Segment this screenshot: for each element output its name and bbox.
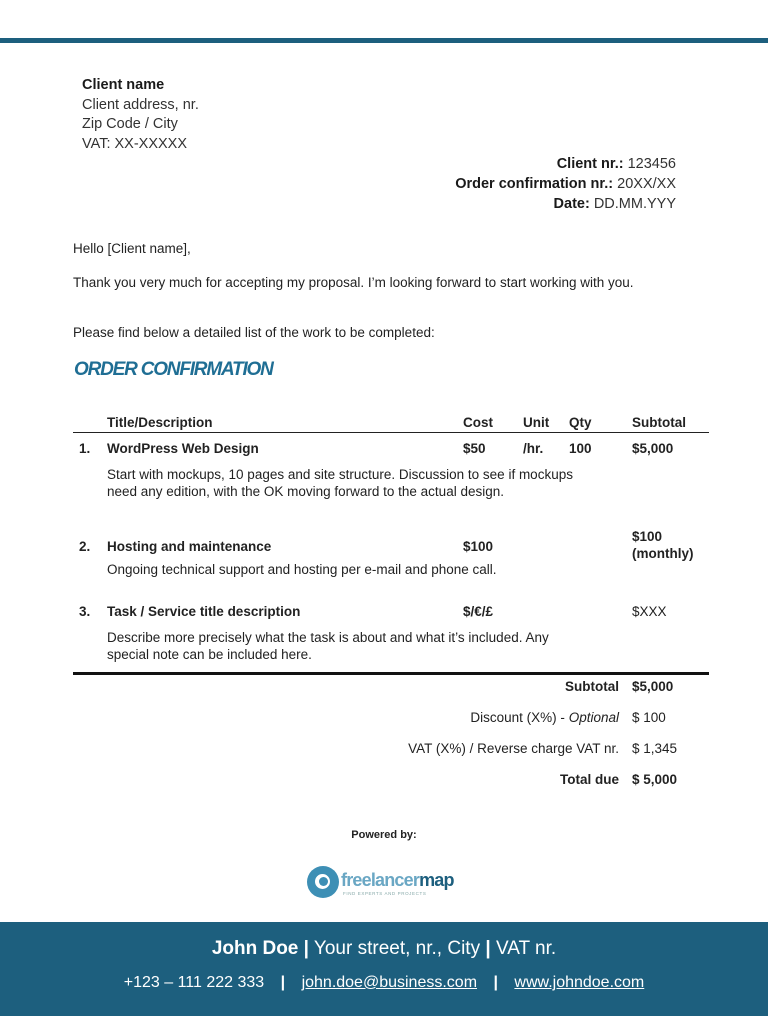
date-line [455,194,676,214]
item-title: Task / Service title description [107,604,301,619]
contact-footer [0,922,768,1016]
vat-line [73,741,709,772]
client-address-block [82,76,199,154]
total-due-value: $ 5,000 [632,772,678,787]
footer-identity-line [0,938,768,960]
header-qty: Qty [569,415,592,430]
item-cost: $100 [463,539,494,554]
freelancermap-logo[interactable] [307,866,467,900]
discount-label: Discount (X%) - [470,710,565,725]
item-description: Start with mockups, 10 pages and site structure. Discussion to see if mockups need any edition, with the OK moving forward to the actual design. [107,467,573,499]
total-due-label: Total due [560,772,619,787]
order-meta-block [455,154,676,214]
order-number-line [455,174,676,194]
item-subtotal: $XXX [632,604,667,619]
client-number-value: 123456 [627,156,676,172]
logo-wordmark [341,870,454,891]
item-main-line [73,441,709,459]
totals-block [73,679,709,803]
logo-text-accent: map [419,870,454,890]
item-description: Ongoing technical support and hosting per e-mail and phone call. [107,562,497,577]
order-number-value: 20XX/XX [617,176,676,192]
document-title: ORDER CONFIRMATION [74,359,273,380]
logo-tagline: FIND EXPERTS AND PROJECTS [343,891,427,896]
letter-thanks: Thank you very much for accepting my proposal. I’m looking forward to start working with you. [73,275,634,290]
client-address: Client address, nr. [82,96,199,113]
total-due-line [73,772,709,803]
item-title: Hosting and maintenance [107,539,272,554]
item-subtotal: $100 [632,529,663,544]
item-unit: /hr. [523,441,544,456]
table-row [73,529,709,604]
footer-separator: | [303,938,309,959]
table-header [73,413,709,433]
discount-optional-note: Optional [568,710,619,725]
item-main-line [73,529,709,561]
footer-separator: | [493,974,498,991]
item-cost: $/€/£ [463,604,494,619]
client-name: Client name [82,77,165,93]
header-subtotal: Subtotal [632,415,686,430]
client-zip-city: Zip Code / City [82,116,178,132]
footer-name: John Doe [211,938,299,959]
footer-website-link[interactable]: www.johndoe.com [514,974,645,991]
letter-greeting: Hello [Client name], [73,241,191,256]
header-title: Title/Description [107,415,213,430]
item-subtotal-note: (monthly) [632,546,694,561]
date-value: DD.MM.YYY [593,196,676,212]
logo-mark-icon [307,866,339,898]
item-number: 3. [79,604,91,619]
footer-vat: VAT nr. [495,938,557,959]
subtotal-line [73,679,709,710]
footer-email-link[interactable]: john.doe@business.com [301,974,478,991]
date-label: Date: [553,196,590,212]
footer-separator: | [280,974,286,991]
header-cost: Cost [463,415,493,430]
logo-text-primary: freelancer [341,870,420,890]
discount-value: $ 100 [632,710,666,725]
subtotal-label: Subtotal [565,679,619,694]
order-number-label: Order confirmation nr.: [455,176,614,192]
client-number-line [455,154,676,174]
footer-contact-line [0,974,768,992]
item-subtotal-block [632,528,694,562]
item-number: 1. [79,441,91,456]
vat-value: $ 1,345 [632,741,678,756]
item-qty: 100 [569,441,592,456]
letter-intro: Please find below a detailed list of the work to be completed: [73,325,435,340]
client-number-label: Client nr.: [556,156,624,172]
table-row [73,604,709,676]
top-accent-rule [0,38,768,43]
subtotal-value: $5,000 [632,679,674,694]
item-main-line [73,604,709,622]
table-bottom-rule [73,672,709,675]
powered-by-label: Powered by: [351,829,417,841]
table-row [73,441,709,536]
item-title: WordPress Web Design [107,441,259,456]
item-cost: $50 [463,441,486,456]
item-number: 2. [79,539,91,554]
footer-separator: | [485,938,491,959]
item-subtotal: $5,000 [632,441,674,456]
header-unit: Unit [523,415,550,430]
footer-phone: +123 – 111 222 333 [123,974,265,991]
vat-label: VAT (X%) / Reverse charge VAT nr. [408,741,619,756]
client-vat: VAT: XX-XXXXX [82,135,188,152]
item-description: Describe more precisely what the task is about and what it’s included. Any special note can be included here. [107,630,549,662]
footer-address: Your street, nr., City [313,938,481,959]
discount-line [73,710,709,741]
order-items-table [73,413,709,676]
discount-label-group [470,710,619,725]
